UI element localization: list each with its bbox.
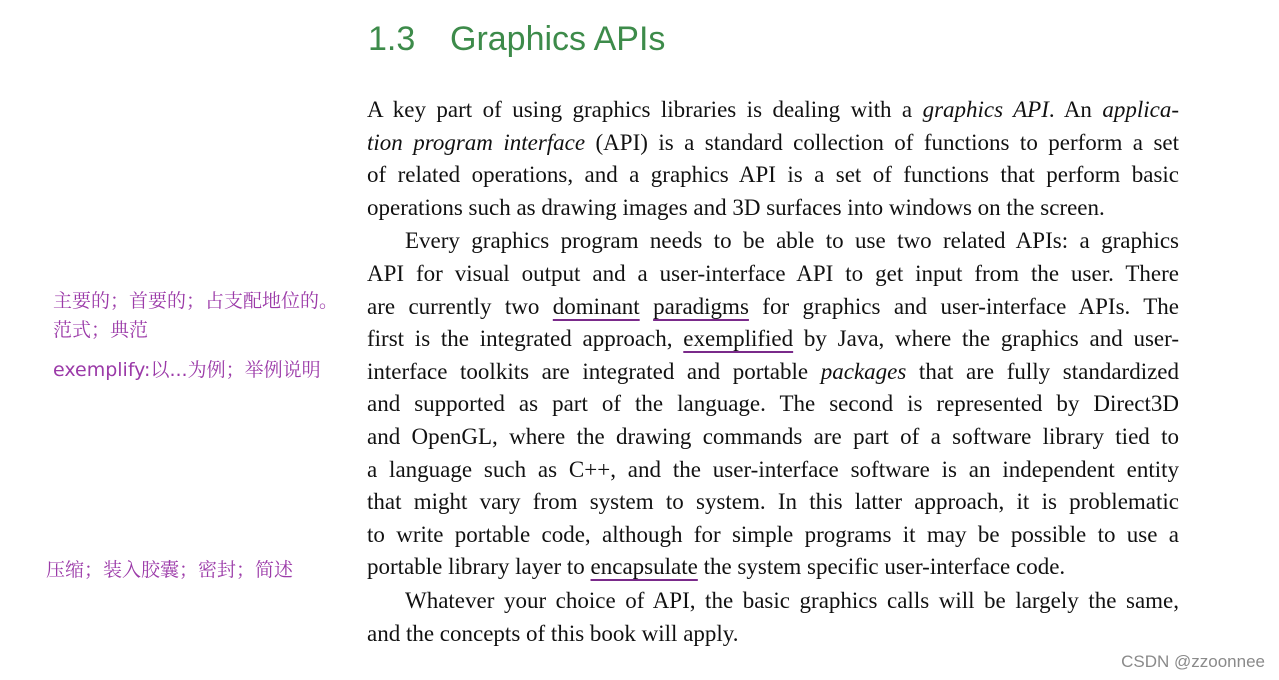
text-run: . An <box>1048 97 1103 122</box>
text-run: that are fully standardized <box>906 358 1179 384</box>
underlined-word-dominant: dominant <box>552 293 640 319</box>
underlined-word-exemplified: exemplified <box>683 326 794 352</box>
paragraph-1-line-3: of related operations, and a graphics API is a set of functions that perform basic <box>367 162 1179 188</box>
paragraph-2-line-6: and supported as part of the language. The second is represented by Direct3D <box>367 391 1179 417</box>
paragraph-2-line-9: that might vary from system to system. In this latter approach, it is problematic <box>367 489 1179 515</box>
paragraph-2-line-3 <box>367 291 1179 324</box>
annotation-dominant-paradigms <box>53 287 338 345</box>
text-run: by Java, where the graphics and user- <box>793 326 1179 352</box>
text-run <box>640 294 653 319</box>
paragraph-2-line-1: Every graphics program needs to be able to use two related APIs: a graphics <box>405 228 1179 254</box>
italic-term-program-interface: tion program interface <box>367 129 586 155</box>
paragraph-2-line-4 <box>367 323 1179 356</box>
text-run: portable library layer to <box>367 554 591 580</box>
text-run: are currently two <box>367 293 553 319</box>
annotation-encapsulate: 压缩；装入胶囊；密封；简述 <box>46 559 294 581</box>
section-heading <box>368 18 665 60</box>
watermark: CSDN @zzoonnee <box>1121 652 1265 671</box>
paragraph-3-line-2: and the concepts of this book will apply. <box>367 620 739 646</box>
text-run: interface toolkits are integrated and portable <box>367 358 821 384</box>
paragraph-2-line-2: API for visual output and a user-interface API to get input from the user. There <box>367 260 1179 286</box>
annotation-line: 主要的；首要的；占支配地位的。 <box>53 290 339 312</box>
paragraph-2-line-10: to write portable code, although for simple programs it may be possible to use a <box>367 521 1179 547</box>
paragraph-3-line-1: Whatever your choice of API, the basic graphics calls will be largely the same, <box>405 587 1179 613</box>
italic-term-application: applica- <box>1102 97 1180 122</box>
paragraph-2-line-11 <box>367 551 1179 584</box>
annotation-exemplify: exemplify:以...为例；举例说明 <box>53 359 321 381</box>
text-run: (API) is a standard collection of functions to perform a set <box>585 129 1179 155</box>
paragraph-1-line-2 <box>367 127 1179 160</box>
paragraph-2-line-7: and OpenGL, where the drawing commands are part of a software library tied to <box>367 423 1179 449</box>
body-text <box>367 94 1179 650</box>
paragraph-2-line-8: a language such as C++, and the user-interface software is an independent entity <box>367 456 1179 482</box>
paragraph-2-line-5 <box>367 356 1179 389</box>
text-run: A key part of using graphics libraries is dealing with a <box>367 97 923 122</box>
annotation-line: 范式；典范 <box>53 319 149 341</box>
text-run: for graphics and user-interface APIs. The <box>748 293 1180 319</box>
paragraph-1-line-4: operations such as drawing images and 3D surfaces into windows on the screen. <box>367 194 1105 220</box>
italic-term-graphics-api: graphics API <box>922 97 1049 122</box>
paragraph-1-line-1 <box>367 94 1179 127</box>
section-number: 1.3 <box>368 20 416 58</box>
underlined-word-paradigms: paradigms <box>653 293 749 319</box>
italic-term-packages: packages <box>820 358 907 384</box>
section-title: Graphics APIs <box>450 20 666 58</box>
text-run: first is the integrated approach, <box>367 326 684 352</box>
underlined-word-encapsulate: encapsulate <box>590 554 698 580</box>
text-run: the system specific user-interface code. <box>697 554 1066 580</box>
